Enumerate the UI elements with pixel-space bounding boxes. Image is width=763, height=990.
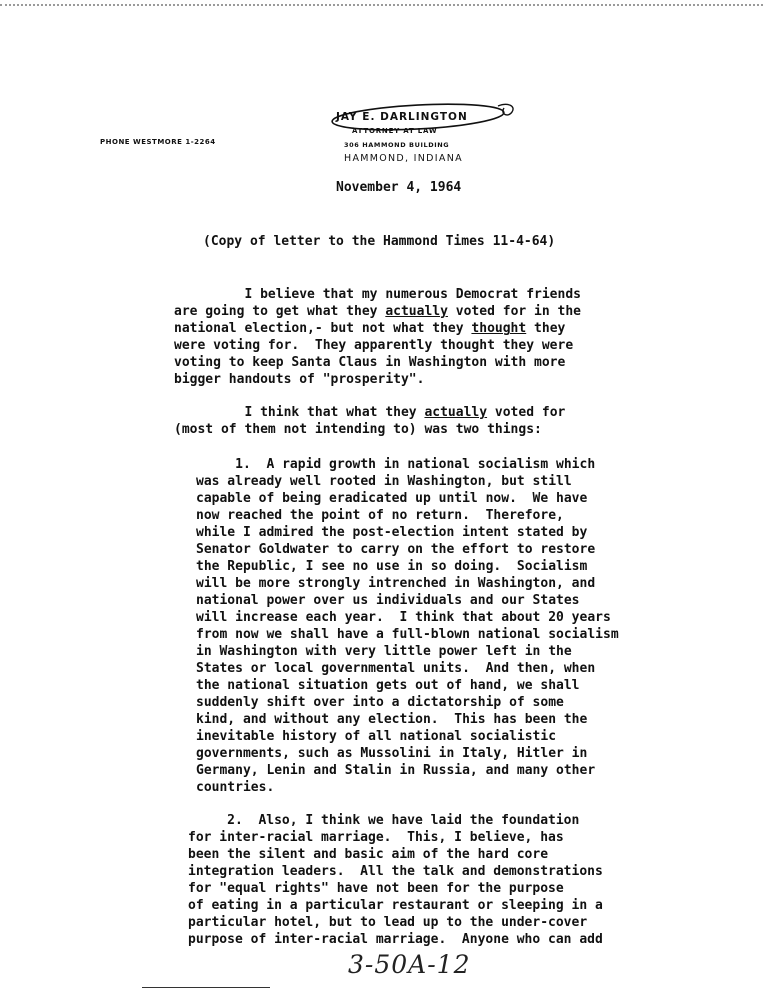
letterhead [0,0,763,170]
attorney-name: JAY E. DARLINGTON [336,111,468,123]
attorney-name-logo [326,96,526,136]
paragraph-2: I think that what they actually voted for (most of them not intending to) was two things: [174,405,566,437]
phone-number: PHONE WESTMORE 1-2264 [100,138,216,146]
attorney-title: ATTORNEY AT LAW [352,127,438,135]
paragraph-1: I believe that my numerous Democrat friends are going to get what they actually voted for in the national election,- but not what they thought they were voting for. They apparently thought they were voting to keep Santa Claus in Washington with more bigger handouts of "prosperity". [174,287,582,387]
paragraph-point-2: 2. Also, I think we have laid the foundation for inter-racial marriage. This, I believe, has been the silent and basic aim of the hard core integration leaders. All the talk and demonstrations for "equal rights" have not been for the purpose of eating in a particular restaurant or sleeping in a particular hotel, but to lead up to the under-cover purpose of inter-racial marriage. Anyone who can add [188,813,603,947]
address-building: 306 HAMMOND BUILDING [344,141,450,149]
handwritten-file-number: 3-50A-12 [348,950,471,979]
address-city: HAMMOND, INDIANA [344,153,463,164]
underlined-word: actually [424,405,488,420]
letter-date: November 4, 1964 [336,180,462,195]
copy-note: (Copy of letter to the Hammond Times 11-4-64) [203,234,556,249]
paragraph-point-1: 1. A rapid growth in national socialism which was already well rooted in Washington, but still capable of being eradicated up until now. We have now reached the point of no return. Therefore, while I admired the post-election intent stated by Senator Goldwater to carry on the effort to restore the Republic, I see no use in so doing. Socialism will be more strongly intrenched in Washington, and national power over us individuals and our States will increase each year. I think that about 20 years from now we shall have a full-blown national socialism in Washington with very little power left in the States or local governmental units. And then, when the national situation gets out of hand, we shall suddenly shift over into a dictatorship of some kind, and without any election. This has been the inevitable history of all national socialistic governments, such as Mussolini in Italy, Hitler in Germany, Lenin and Stalin in Russia, and many other countries. [196,457,619,795]
bottom-rule [142,987,270,988]
underlined-word: thought [471,321,527,336]
underlined-word: actually [385,304,448,319]
